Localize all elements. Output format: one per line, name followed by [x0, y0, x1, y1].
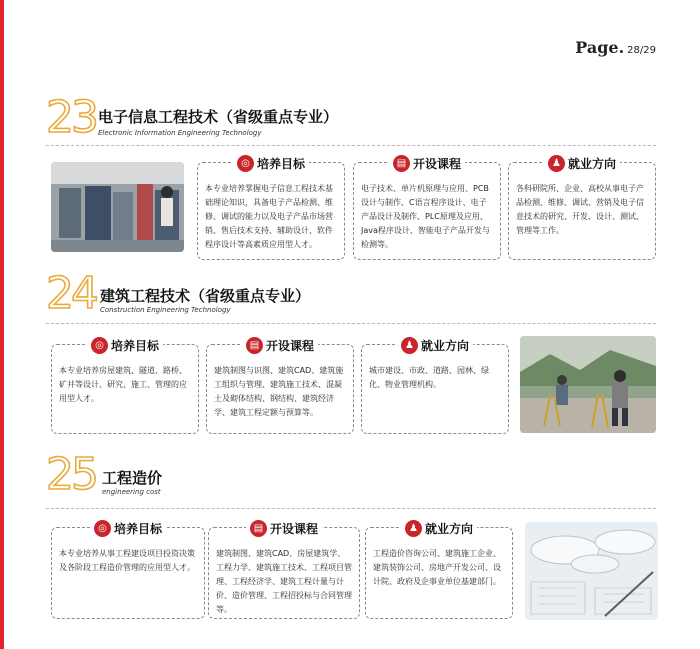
career-title: 就业方向 — [567, 157, 616, 171]
career-text: 工程造价咨询公司、建筑施工企业、建筑装饰公司、房地产开发公司、设计院、政府及企事业单位基建部门。 — [373, 549, 501, 586]
surveyors-photo — [520, 336, 656, 433]
page-number: 28/29 — [627, 45, 656, 56]
section-title: 电子信息工程技术（省级重点专业） — [98, 108, 339, 126]
section-number: 23 — [46, 92, 96, 143]
courses-title: 开设课程 — [412, 157, 461, 171]
career-title: 就业方向 — [424, 522, 473, 536]
goal-title: 培养目标 — [256, 157, 305, 171]
courses-title: 开设课程 — [269, 522, 318, 536]
section-construction — [0, 270, 700, 440]
career-title: 就业方向 — [420, 339, 469, 353]
person-icon: ♟ — [405, 520, 422, 537]
section-divider — [46, 323, 656, 324]
goal-text: 本专业培养掌握电子信息工程技术基础理论知识，具备电子产品检测、维修、调试的能力以及电子产品市场营销、售后技术支持、辅助设计、软件程序设计等高素质应用型人才。 — [205, 184, 333, 249]
person-icon: ♟ — [401, 337, 418, 354]
courses-text: 电子技术、单片机原理与应用、PCB设计与制作、C语言程序设计、电子产品设计及制作、PLC原理及应用、Java程序设计、智能电子产品开发与检测等。 — [361, 184, 490, 249]
target-icon: ◎ — [94, 520, 111, 537]
section-subtitle: Construction Engineering Technology — [100, 306, 231, 314]
goal-text: 本专业培养从事工程建设项目投资决策及各阶段工程造价管理的应用型人才。 — [59, 549, 195, 572]
courses-card — [206, 339, 354, 434]
section-title: 工程造价 — [102, 469, 163, 487]
goal-card — [197, 157, 345, 260]
courses-text: 建筑制图与识图、建筑CAD、建筑施工组织与管理、建筑施工技术、混凝土及砌体结构、钢结构、建筑经济学、建筑工程定额与预算等。 — [214, 366, 344, 417]
book-icon: ▤ — [393, 155, 410, 172]
goal-text: 本专业培养房屋建筑、隧道、路桥、矿井等设计、研究、施工、管理的应用型人才。 — [59, 366, 187, 403]
page-word: Page. — [575, 38, 625, 57]
section-number: 25 — [46, 449, 96, 500]
section-divider — [46, 508, 656, 509]
target-icon: ◎ — [91, 337, 108, 354]
section-engineering-cost — [0, 450, 700, 630]
blueprint-photo — [525, 522, 658, 620]
courses-text: 建筑制图、建筑CAD、房屋建筑学、工程力学、建筑施工技术、工程项目管理、工程经济学、建筑工程计量与计价、造价管理、工程招投标与合同管理等。 — [216, 549, 352, 614]
goal-title: 培养目标 — [110, 339, 159, 353]
person-icon: ♟ — [548, 155, 565, 172]
courses-title: 开设课程 — [265, 339, 314, 353]
book-icon: ▤ — [250, 520, 267, 537]
career-card — [361, 339, 509, 434]
career-text: 城市建设、市政、道路、园林、绿化、物业管理机构。 — [369, 366, 489, 389]
career-text: 各科研院所、企业、高校从事电子产品检测、维修、调试、营销及电子信息技术的研究、开发、设计、测试、管理等工作。 — [516, 184, 644, 235]
courses-card — [353, 157, 501, 260]
career-card — [508, 157, 656, 260]
section-electronic-info — [0, 92, 700, 266]
section-number: 24 — [46, 268, 96, 319]
section-subtitle: Electronic Information Engineering Technology — [98, 129, 262, 137]
book-icon: ▤ — [246, 337, 263, 354]
section-divider — [46, 145, 656, 146]
courses-card — [208, 522, 360, 619]
section-subtitle: engineering cost — [102, 488, 161, 496]
section-title: 建筑工程技术（省级重点专业） — [100, 287, 311, 305]
target-icon: ◎ — [237, 155, 254, 172]
career-card — [365, 522, 513, 619]
goal-card — [51, 339, 199, 434]
lab-photo — [51, 162, 184, 252]
goal-title: 培养目标 — [113, 522, 162, 536]
goal-card — [51, 522, 205, 619]
page-indicator — [575, 38, 656, 57]
